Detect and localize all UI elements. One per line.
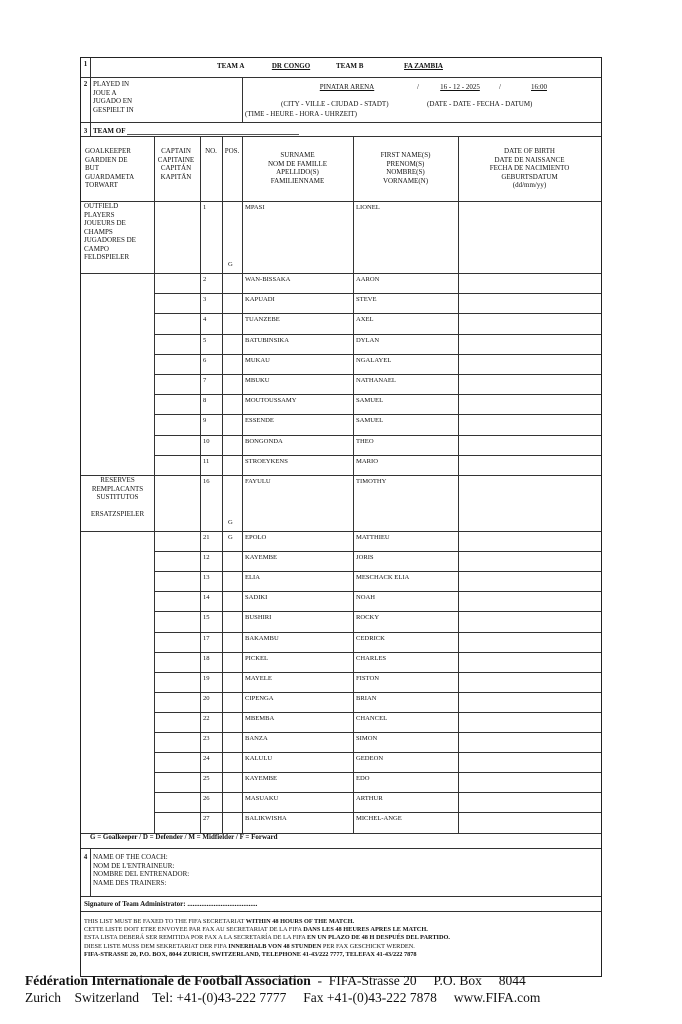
player-number: 27 (203, 815, 210, 823)
date-value: 16 - 12 - 2025 (440, 83, 480, 91)
player-first-name: ARTHUR (356, 795, 383, 803)
player-surname: MUKAU (245, 356, 270, 364)
player-first-name: MESCHACK ELIA (356, 574, 410, 582)
player-first-name: BRIAN (356, 694, 377, 702)
player-number: 15 (203, 614, 210, 622)
player-surname: ESSENDE (245, 417, 274, 425)
player-surname: MOUTOUSSAMY (245, 397, 297, 405)
player-number: 6 (203, 356, 207, 364)
player-number: 4 (203, 316, 207, 324)
player-surname: MBEMBA (245, 714, 275, 722)
player-first-name: THEO (356, 437, 374, 445)
player-number: 23 (203, 735, 210, 742)
player-number: 2 (203, 276, 207, 283)
player-surname: SADIKI (245, 594, 268, 602)
player-position: G (228, 261, 233, 268)
footer-address: - FIFA-Strasse 20 P.O. Box 8044 (310, 973, 526, 988)
footer-line-1 (25, 973, 526, 989)
header-number: NO. (205, 147, 217, 155)
section-2-number: 2 (83, 80, 88, 88)
header-surname: SURNAME NOM DE FAMILLE APELLIDO(S) FAMILIENNAME (268, 151, 327, 185)
player-surname: ELIA (245, 574, 261, 582)
player-surname: BUSHIRI (245, 614, 272, 622)
player-surname: KAPUADI (245, 296, 275, 304)
player-number: 1 (203, 204, 207, 211)
player-number: 22 (203, 714, 210, 722)
player-first-name: MARIO (356, 457, 378, 465)
player-position: G (228, 534, 233, 541)
player-first-name: ROCKY (356, 614, 380, 622)
player-first-name: SAMUEL (356, 417, 384, 425)
signature-line: Signature of Team Administrator: ........................................ (84, 900, 258, 908)
team-a-value: DR CONGO (271, 62, 311, 70)
player-number: 3 (203, 296, 207, 304)
footer-org-name: Fédération Internationale de Football Association (25, 973, 311, 988)
coach-label: NAME OF THE COACH: NOM DE L'ENTRAINEUR: NOMBRE DEL ENTRENADOR: NAME DES TRAINERS: (93, 853, 190, 887)
player-number: 12 (203, 554, 210, 562)
player-first-name: NGALAYEL (356, 356, 392, 364)
player-first-name: NATHANAEL (356, 377, 396, 384)
header-captain: CAPTAIN CAPITAINE CAPITÁN KAPITÄN (157, 147, 195, 181)
player-number: 8 (203, 397, 207, 405)
player-surname: WAN-BISSAKA (245, 276, 291, 283)
player-first-name: LIONEL (356, 204, 380, 211)
player-number: 24 (203, 755, 210, 763)
player-number: 18 (203, 654, 210, 662)
player-first-name: AARON (356, 276, 380, 283)
player-surname: BATUBINSIKA (245, 336, 289, 344)
player-surname: BONGONDA (245, 437, 283, 445)
player-first-name: DYLAN (356, 336, 380, 344)
player-number: 16 (203, 478, 210, 485)
player-surname: MBUKU (245, 377, 270, 384)
player-first-name: CHARLES (356, 654, 387, 662)
position-legend: G = Goalkeeper / D = Defender / M = Midfielder / F = Forward (90, 833, 278, 841)
player-first-name: EDO (356, 775, 370, 783)
player-number: 17 (203, 634, 210, 642)
player-first-name: AXEL (356, 316, 374, 324)
player-surname: FAYULU (245, 478, 271, 485)
reserves-label: RESERVES REMPLACANTS SUSTITUTOS ERSATZSPIELER (90, 476, 145, 518)
player-number: 21 (203, 534, 210, 541)
footer-line-2: Zurich Switzerland Tel: +41-(0)43-222 7777 Fax +41-(0)43-222 7878 www.FIFA.com (25, 990, 541, 1005)
player-number: 9 (203, 417, 207, 425)
header-goalkeeper: GOALKEEPER GARDIEN DE BUT GUARDAMETA TORWART (85, 147, 135, 189)
player-number: 19 (203, 674, 210, 682)
header-position: POS. (224, 147, 240, 155)
player-first-name: STEVE (356, 296, 377, 304)
player-first-name: TIMOTHY (356, 478, 387, 485)
player-surname: MASUAKU (245, 795, 279, 803)
player-surname: BANZA (245, 735, 268, 742)
player-surname: BAKAMBU (245, 634, 279, 642)
player-position: G (228, 519, 233, 526)
player-number: 7 (203, 377, 207, 384)
player-number: 13 (203, 574, 210, 582)
header-first-name: FIRST NAME(S) PRENOM(S) NOMBRE(S) VORNAME(N) (380, 151, 431, 185)
player-first-name: JORIS (356, 554, 374, 562)
player-number: 14 (203, 594, 210, 602)
player-number: 26 (203, 795, 210, 803)
time-value: 16:00 (531, 83, 547, 91)
section-1-number: 1 (83, 60, 88, 68)
outfield-players-label: OUTFIELD PLAYERS JOUEURS DE CHAMPS JUGADORES DE CAMPO FELDSPIELER (84, 202, 136, 261)
player-number: 10 (203, 437, 210, 445)
time-caption: (TIME - HEURE - HORA - UHRZEIT) (245, 110, 357, 118)
notice-block: THIS LIST MUST BE FAXED TO THE FIFA SECRETARIAT WITHIN 48 HOURS OF THE MATCH. CETTE LISTE DOIT ETRE ENVOYEE PAR FAX AU SECRETARIAT DE LA FIFA DANS LES 48 HEURES APRES LE MATCH. ESTA LISTA DEBERÁ SER REMITIDA POR FAX A LA SECRETARÍA DE LA FIFA EN UN PLAZO DE 48 H DESPUÉS DEL PARTIDO. DIESE LISTE MUSS DEM SEKRETARIAT DER FIFA INNERHALB VON 48 STUNDEN PER FAX GESCHICKT WERDEN. FIFA-STRASSE 20, P.O. BOX, 8044 ZURICH, SWITZERLAND, TELEPHONE 41-43/222 7777, TELEFAX 41-43/222 7878 (84, 918, 450, 958)
date-caption: (DATE - DATE - FECHA - DATUM) (427, 100, 533, 108)
player-number: 25 (203, 775, 210, 783)
player-first-name: MATTHIEU (356, 534, 390, 541)
player-surname: CIPENGA (245, 694, 274, 702)
player-number: 5 (203, 336, 207, 344)
player-first-name: CEDRICK (356, 634, 385, 642)
player-first-name: SAMUEL (356, 397, 384, 405)
player-surname: PICKEL (245, 654, 269, 662)
player-surname: BALIKWISHA (245, 815, 287, 823)
section-3-number: 3 (83, 127, 88, 135)
city-caption: (CITY - VILLE - CIUDAD - STADT) (281, 100, 389, 108)
team-b-label: TEAM B (336, 62, 364, 70)
player-surname: EPOLO (245, 534, 267, 541)
player-surname: KAYEMBE (245, 775, 277, 783)
team-of-label: TEAM OF (93, 127, 126, 135)
player-surname: MAYELE (245, 674, 272, 682)
section-4-number: 4 (83, 853, 88, 861)
player-first-name: MICHEL-ANGE (356, 815, 402, 823)
team-sheet-form: 1 TEAM A DR CONGO TEAM B FA ZAMBIA 2 PLAYED IN JOUE A JUGADO EN GESPIELT IN PINATAR ARENA / 16 - 12 - 2025 / 16:00 (CITY - VILLE - CIUDAD - STADT) (DATE - DATE - FECHA - DATUM) (TIME - HEURE - HORA - UHRZEIT) 3 TEAM OF GOALKEEPER GARDIEN DE BUT GUARDAMETA TORWART CAPTAIN CAPITAINE CAPITÁN KAPITÄN NO. POS. SURNAME NOM DE FAMILLE APELLIDO(S) FAMILIENNAME FIRST NAME(S) PRENOM(S) NOMBRE(S) VORNAME(N) DATE OF BIRTH DATE DE NAISSANCE FECHA DE NACIMIENTO GEBURTSDATUM (dd/mm/yy) OUTFIELD PLAYERS JOUEURS DE CHAMPS JUGADORES DE CAMPO FELDSPIELER RESERVES REMPLACANTS SUSTITUTOS ERSATZSPIELER 1 G MPASI LIONEL 2 WAN-BISSAKA AARON 3 KAPUADI STEVE 4 TUANZEBE AXEL 5 BATUBINSIKA DYLAN 6 MUKAU NGALAYEL 7 MBUKU NATHANAEL 8 MOUTOUSSAMY SAMUEL 9 ESSENDE SAMUEL 10 BONGONDA THEO 11 STROEYKENS MARIO 16 G FAYULU TIMOTHY 21 G EPOLO MATTHIEU 12 KAYEMBE JORIS 13 ELIA MESCHACK ELIA 14 SADIKI NOAH 15 BUSHIRI ROCKY 17 BAKAMBU CEDRICK 18 PICKEL CHARLES 19 MAYELE FISTON 20 CIPENGA BRIAN 22 MBEMBA CHANCEL 23 BANZA SIMON 24 KALULU GEDEON 25 KAYEMBE EDO 26 MASUAKU ARTHUR 27 BALIKWISHA MICHEL-ANGE G = Goalkeeper / D = Defender / M = Midfielder / F = Forward 4 NAME OF THE COACH: NOM DE L'ENTRAINEUR: NOMBRE DEL ENTRENADOR: NAME DES TRAINERS: Signature of Team Administrator: ........................................ THIS LIST MUST BE FAXED TO THE FIFA SECRETARIAT WITHIN 48 HOURS OF THE MATCH. CETTE LISTE DOIT ETRE ENVOYEE PAR FAX AU SECRETARIAT DE LA FIFA DANS LES 48 HEURES APRES LE MATCH. ESTA LISTA DEBERÁ SER REMITIDA POR FAX A LA SECRETARÍA DE LA FIFA EN UN PLAZO DE 48 H DESPUÉS DEL PARTIDO. DIESE LISTE MUSS DEM SEKRETARIAT DER FIFA INNERHALB VON 48 STUNDEN PER FAX GESCHICKT WERDEN. FIFA-STRASSE 20, P.O. BOX, 8044 ZURICH, SWITZERLAND, TELEPHONE 41-43/222 7777, TELEFAX 41-43/222 7878 (80, 57, 602, 977)
player-first-name: SIMON (356, 735, 378, 742)
team-a-label: TEAM A (217, 62, 245, 70)
player-surname: KAYEMBE (245, 554, 277, 562)
player-surname: TUANZEBE (245, 316, 280, 324)
player-surname: KALULU (245, 755, 273, 763)
venue-value: PINATAR ARENA (319, 83, 375, 91)
player-first-name: GEDEON (356, 755, 384, 763)
player-first-name: CHANCEL (356, 714, 388, 722)
played-in-label: PLAYED IN JOUE A JUGADO EN GESPIELT IN (93, 80, 134, 114)
team-b-value: FA ZAMBIA (404, 62, 443, 70)
player-first-name: NOAH (356, 594, 376, 602)
player-surname: STROEYKENS (245, 457, 288, 465)
player-number: 11 (203, 457, 210, 465)
header-date-of-birth: DATE OF BIRTH DATE DE NAISSANCE FECHA DE NACIMIENTO GEBURTSDATUM (dd/mm/yy) (489, 147, 570, 189)
player-number: 20 (203, 694, 210, 702)
player-first-name: FISTON (356, 674, 379, 682)
player-surname: MPASI (245, 204, 265, 211)
